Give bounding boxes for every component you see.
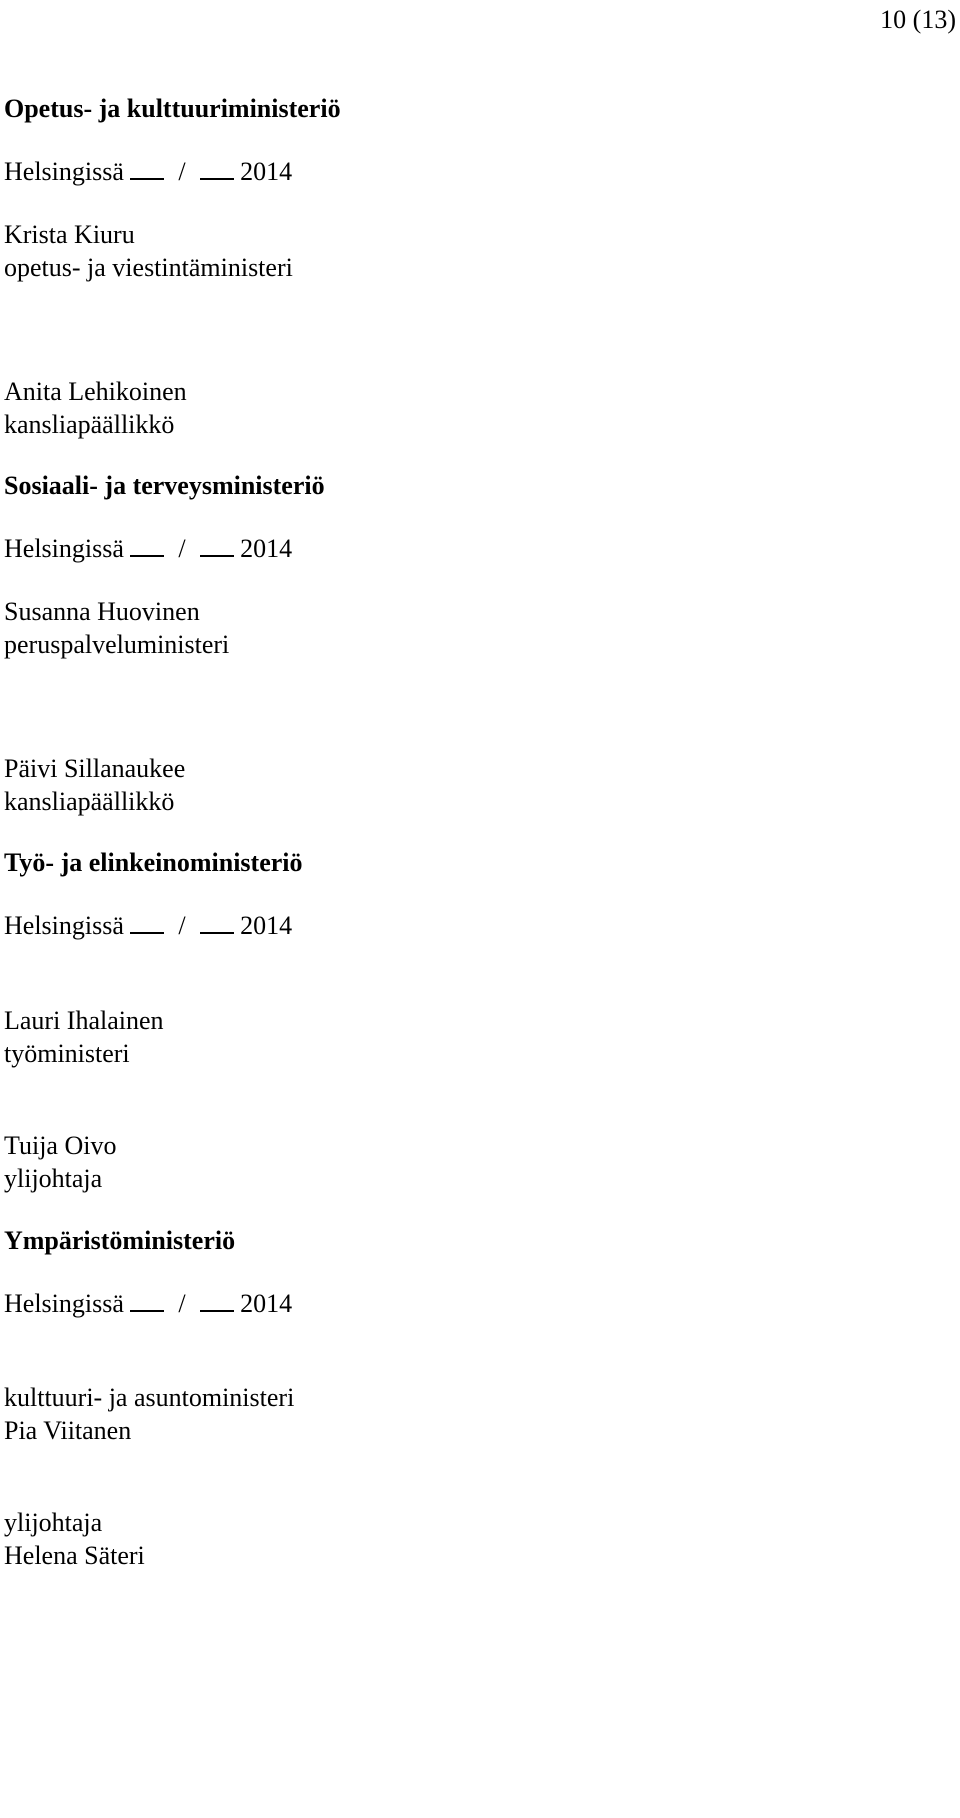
month-blank xyxy=(200,533,234,557)
day-blank xyxy=(130,910,164,934)
ministry-heading: Opetus- ja kulttuuriministeriö xyxy=(4,94,341,123)
date-line xyxy=(4,910,292,942)
signer-name: Lauri Ihalainen xyxy=(4,1006,164,1035)
date-slash: / xyxy=(178,157,186,186)
date-line xyxy=(4,156,292,188)
month-blank xyxy=(200,910,234,934)
signer-name: Anita Lehikoinen xyxy=(4,377,187,406)
signer-name: Susanna Huovinen xyxy=(4,597,200,626)
ministry-heading: Sosiaali- ja terveysministeriö xyxy=(4,471,325,500)
signer-title: kansliapäällikkö xyxy=(4,410,175,439)
signer-name: Päivi Sillanaukee xyxy=(4,754,186,783)
ministry-heading: Ympäristöministeriö xyxy=(4,1226,236,1255)
page-number: 10 (13) xyxy=(880,5,956,34)
date-slash: / xyxy=(178,534,186,563)
signer-title: peruspalveluministeri xyxy=(4,630,230,659)
date-year: 2014 xyxy=(240,534,293,563)
date-year: 2014 xyxy=(240,157,293,186)
date-year: 2014 xyxy=(240,911,293,940)
signer-name: Tuija Oivo xyxy=(4,1131,117,1160)
date-line xyxy=(4,1288,292,1320)
signer-line: ylijohtaja xyxy=(4,1508,103,1537)
date-place: Helsingissä xyxy=(4,1289,124,1318)
date-year: 2014 xyxy=(240,1289,293,1318)
day-blank xyxy=(130,533,164,557)
month-blank xyxy=(200,156,234,180)
signer-title: ylijohtaja xyxy=(4,1164,103,1193)
date-slash: / xyxy=(178,911,186,940)
day-blank xyxy=(130,156,164,180)
date-slash: / xyxy=(178,1289,186,1318)
date-place: Helsingissä xyxy=(4,911,124,940)
day-blank xyxy=(130,1288,164,1312)
signer-title: opetus- ja viestintäministeri xyxy=(4,253,293,282)
month-blank xyxy=(200,1288,234,1312)
signer-name: Krista Kiuru xyxy=(4,220,135,249)
signer-title: kansliapäällikkö xyxy=(4,787,175,816)
date-place: Helsingissä xyxy=(4,157,124,186)
ministry-heading: Työ- ja elinkeinoministeriö xyxy=(4,848,303,877)
date-place: Helsingissä xyxy=(4,534,124,563)
date-line xyxy=(4,533,292,565)
signer-line: Helena Säteri xyxy=(4,1541,145,1570)
signer-line: Pia Viitanen xyxy=(4,1416,132,1445)
signer-title: työministeri xyxy=(4,1039,130,1068)
signer-line: kulttuuri- ja asuntoministeri xyxy=(4,1383,295,1412)
